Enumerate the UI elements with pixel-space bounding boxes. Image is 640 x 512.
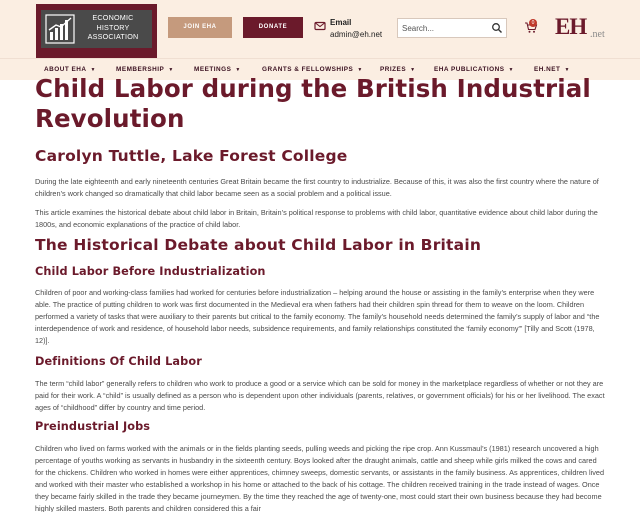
search-box <box>397 18 507 38</box>
body-paragraph: Children of poor and working-class families had worked for centuries before industrialization – helping around the house or assisting in the family’s enterprise when they were able. The practice of putting children to work was first documented in the Medieval era when fathers had their children spin thread for them to weave on the loom. Children performed a variety of tasks that were auxiliary to their parents but critical to the family economy. The family’s household needs determined the family’s supply of labor and “the interdependence of work and residence, of household labor needs, subsidence requirements, and family relationships constituted the ‘family economy'” [Tilly and Scott (1978, 12)]. <box>35 288 600 345</box>
article-author: Carolyn Tuttle, Lake Forest College <box>35 147 348 165</box>
chevron-down-icon: ▼ <box>90 67 96 73</box>
nav-item-label: MEMBERSHIP <box>116 66 165 73</box>
email-label: Email <box>330 18 352 27</box>
page-title: Child Labor during the British Industrial Revolution <box>35 74 591 133</box>
chevron-down-icon: ▼ <box>357 67 363 73</box>
ehnet-logo[interactable] <box>555 13 607 43</box>
ehnet-logo-main: EH <box>555 14 587 39</box>
subsection-heading: Preindustrial Jobs <box>35 420 151 433</box>
ehnet-logo-sub: .net <box>590 29 605 40</box>
join-eha-button[interactable]: JOIN EHA <box>168 17 232 38</box>
nav-item-label: ABOUT EHA <box>44 66 87 73</box>
nav-item-label: EH.NET <box>534 66 561 73</box>
chevron-down-icon: ▼ <box>168 67 174 73</box>
search-input[interactable] <box>402 19 488 37</box>
chart-logo-icon <box>45 14 75 44</box>
eha-logo[interactable] <box>36 4 157 58</box>
intro-paragraph: During the late eighteenth and early nineteenth centuries Great Britain became the first country to industrialize. Because of this, it was also the first country where the nature of children’s work changed so dramatically that child labor became seen as a social problem and a political issue. <box>35 177 599 198</box>
nav-item-label: EHA PUBLICATIONS <box>434 66 505 73</box>
nav-item-label: PRIZES <box>380 66 407 73</box>
logo-text: ECONOMIC HISTORY ASSOCIATION <box>87 13 139 42</box>
body-paragraph: The term “child labor” generally refers to children who work to produce a good or a service which can be sold for money in the marketplace regardless of whether or not they are paid for their work. A “child” is usually defined as a person who is dependent upon other individuals (parents, relatives, or government officials) for his or her livelihood. The exact ages of “childhood” differ by country and time period. <box>35 379 605 412</box>
logo-panel <box>41 10 152 48</box>
chevron-down-icon: ▼ <box>564 67 570 73</box>
body-paragraph: Children who lived on farms worked with the animals or in the fields planting seeds, pulling weeds and picking the ripe crop. Ann Kussmaul’s (1981) research uncovered a high percentage of youths working as servants in husbandry in the sixteenth century. Boys looked after the draught animals, cattle and sheep while girls milked the cows and cared for the chickens. Children who worked in homes were either apprentices, chimney sweeps, domestic servants, or assistants in the family business. As apprentices, children lived and worked with their master who established a workshop in his home or attached to the back of his cottage. The children received training in the trade instead of wages. Once they became fairly skilled in the trade they became journeymen. By the time they reached the age of twenty-one, most could start their own business because they had become highly skilled masters. Both parents and children considered this a fair <box>35 444 605 512</box>
site-header <box>0 0 640 58</box>
cart-count-badge: 0 <box>529 19 537 27</box>
intro-paragraph: This article examines the historical debate about child labor in Britain, Britain’s political response to problems with child labor, quantitative evidence about child labor during the 1800s, and economic explanations of the practice of child labor. <box>35 208 598 229</box>
donate-button[interactable]: DONATE <box>243 17 303 38</box>
section-heading: The Historical Debate about Child Labor in Britain <box>35 236 482 254</box>
email-address-link[interactable]: admin@eh.net <box>330 30 383 39</box>
search-icon[interactable] <box>491 22 503 34</box>
chevron-down-icon: ▼ <box>410 67 416 73</box>
email-icon <box>314 20 326 32</box>
nav-item-label: GRANTS & FELLOWSHIPS <box>262 66 354 73</box>
chevron-down-icon: ▼ <box>508 67 514 73</box>
chevron-down-icon: ▼ <box>235 67 241 73</box>
subsection-heading: Definitions Of Child Labor <box>35 355 202 368</box>
nav-item-label: MEETINGS <box>194 66 232 73</box>
subsection-heading: Child Labor Before Industrialization <box>35 265 266 278</box>
